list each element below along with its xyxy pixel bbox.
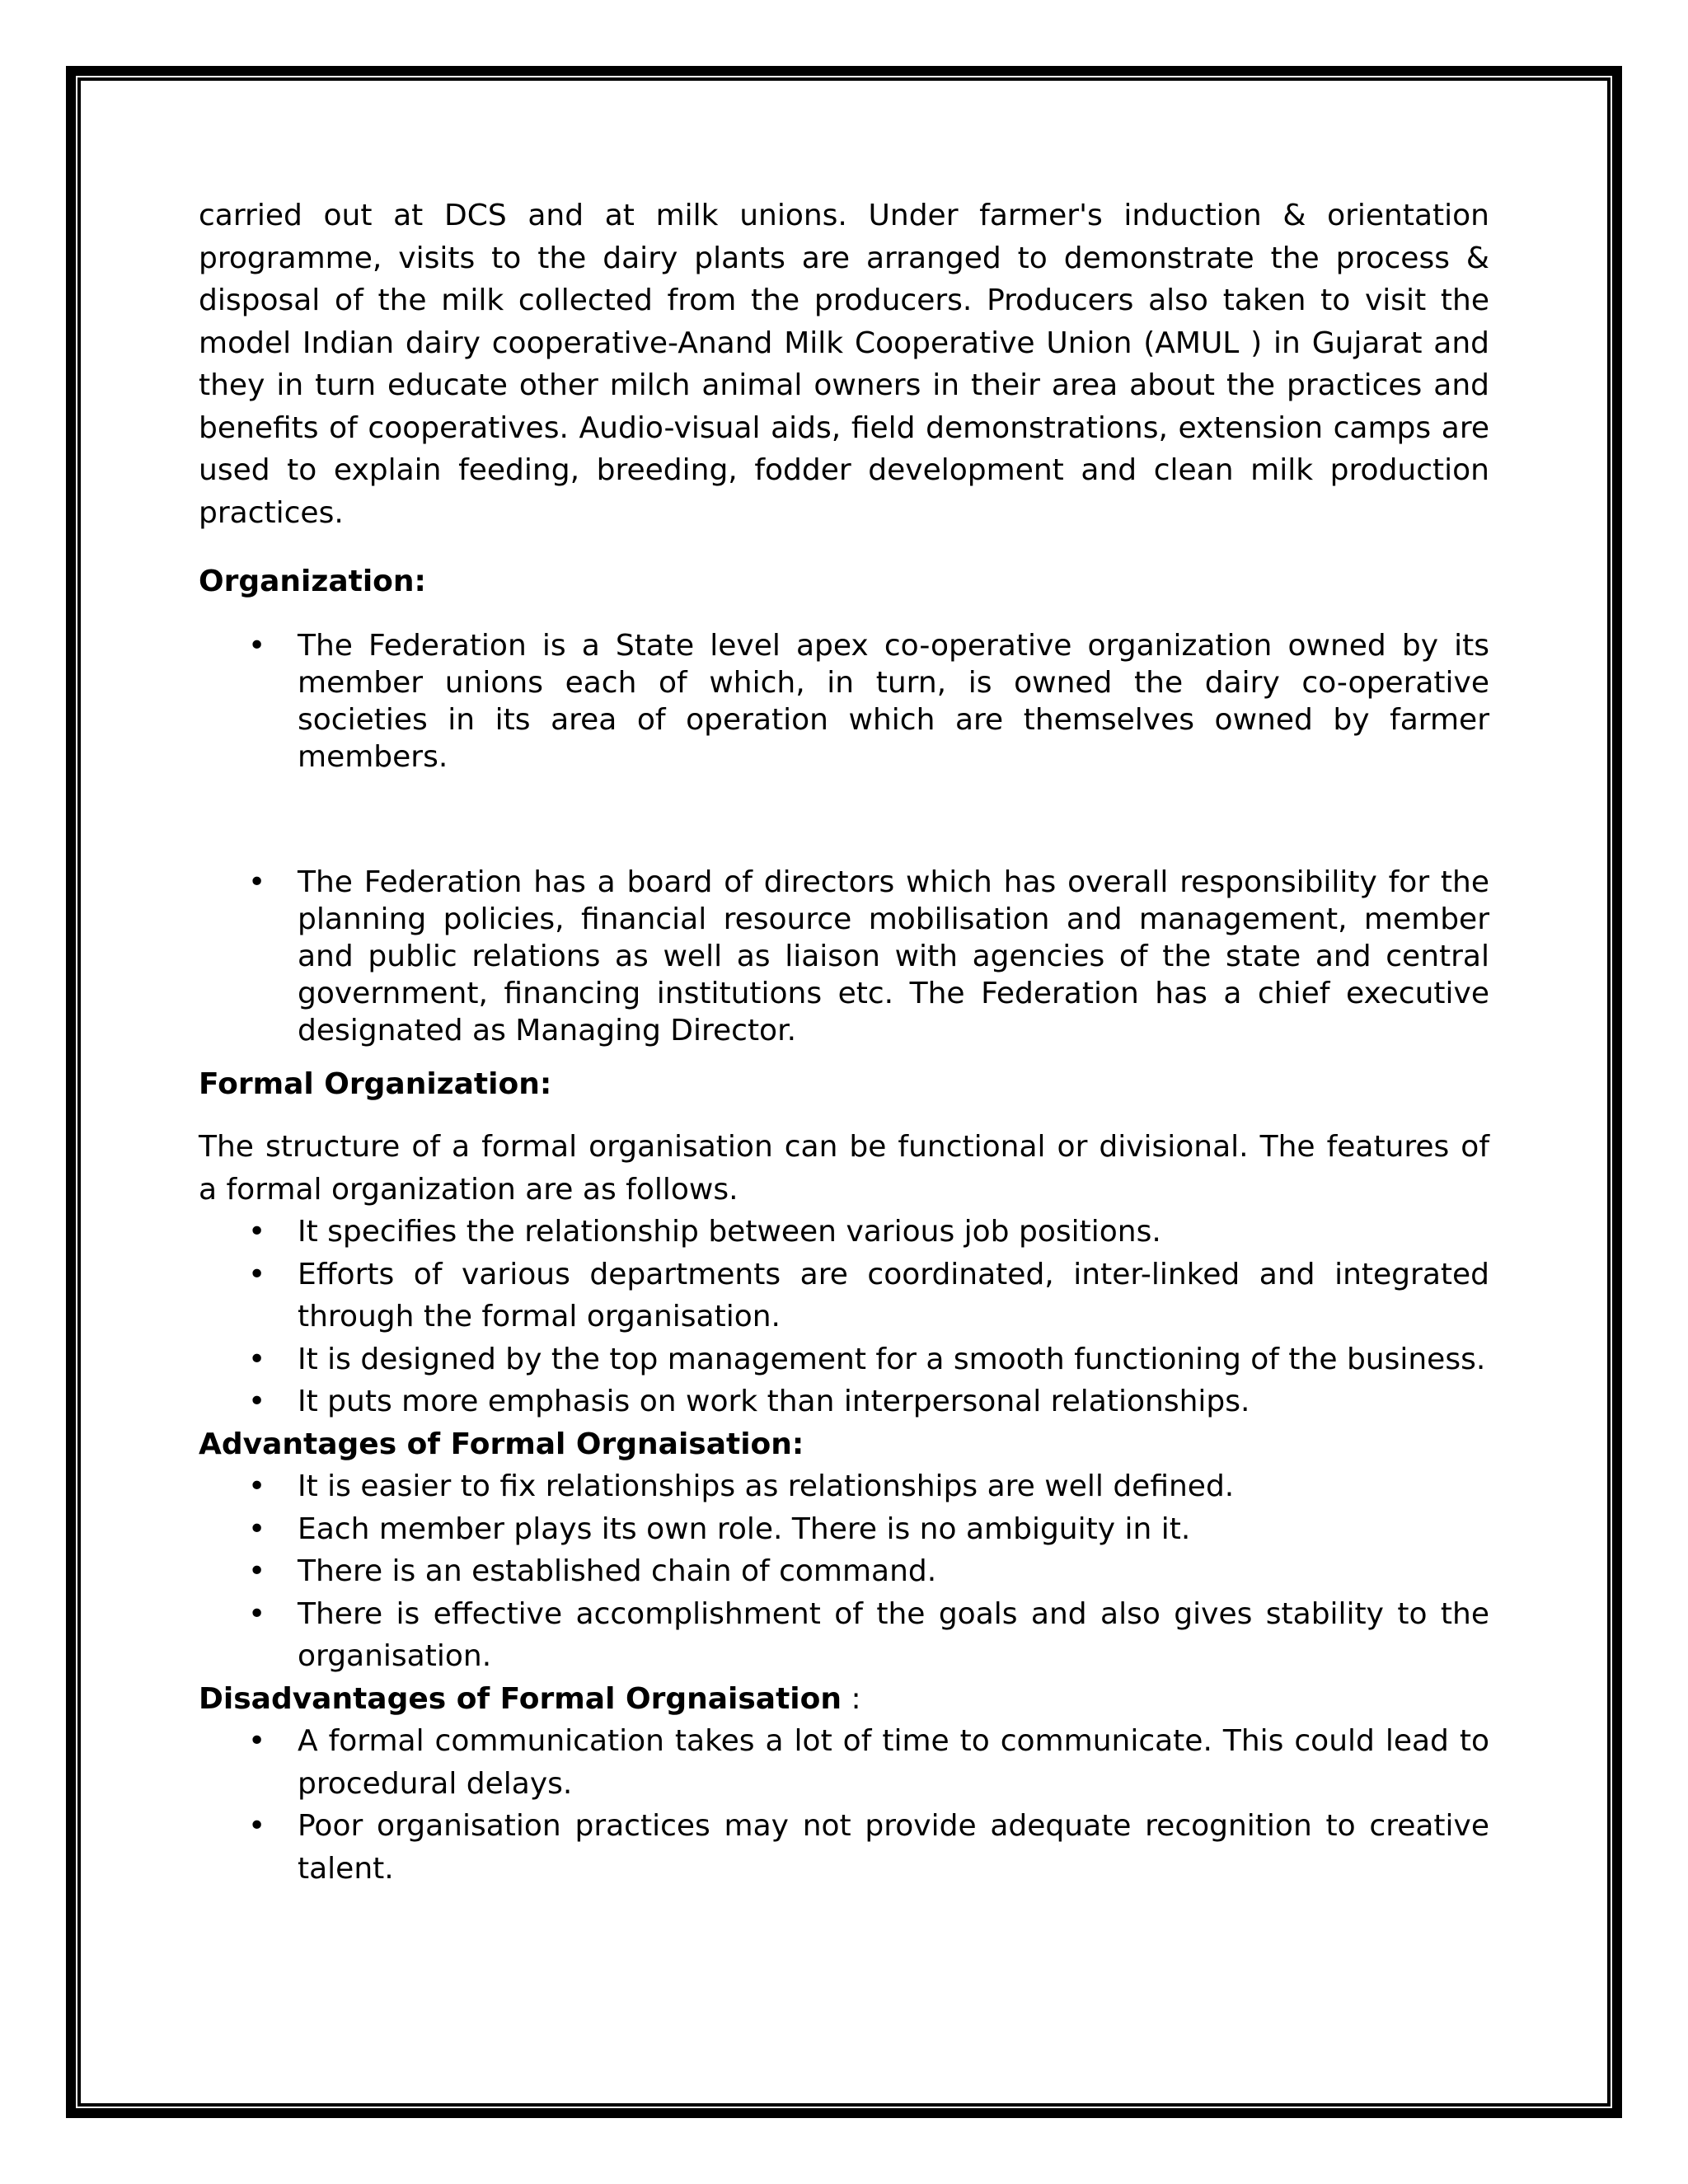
list-item <box>199 1508 1489 1551</box>
list-item-text: It puts more emphasis on work than interpersonal relationships. <box>298 1385 1250 1418</box>
list-item <box>199 864 1489 1049</box>
list-item <box>199 1465 1489 1508</box>
bullet-icon: • <box>248 1342 266 1376</box>
bullet-icon: • <box>248 1385 266 1418</box>
list-item-text: Efforts of various departments are coordinated, inter-linked and integrated through the formal organisation. <box>298 1257 1489 1333</box>
list-item-text: The Federation is a State level apex co-operative organization owned by its member unions each of which, in turn, is owned the dairy co-operative societies in its area of operation which are themselves owned by farmer members. <box>298 628 1489 774</box>
bullet-icon: • <box>248 1554 266 1588</box>
list-item-text: Poor organisation practices may not provide adequate recognition to creative talent. <box>298 1809 1489 1886</box>
advantages-heading: Advantages of Formal Orgnaisation: <box>199 1427 804 1461</box>
organization-list <box>199 627 1489 1049</box>
formal-organization-intro: The structure of a formal organisation can be functional or divisional. The features of a formal organization are as follows. <box>199 1130 1489 1207</box>
bullet-icon: • <box>248 628 266 663</box>
bullet-icon: • <box>248 1596 266 1631</box>
list-item <box>199 1550 1489 1593</box>
bullet-icon: • <box>248 1511 266 1546</box>
list-item-text: It is easier to fix relationships as relationships are well defined. <box>298 1469 1235 1503</box>
list-item-text: There is effective accomplishment of the goals and also gives stability to the organisation. <box>298 1596 1489 1673</box>
bullet-icon: • <box>248 1809 266 1843</box>
list-item-text: A formal communication takes a lot of time to communicate. This could lead to procedural delays. <box>298 1724 1489 1801</box>
list-item <box>199 627 1489 776</box>
bullet-icon: • <box>248 865 266 899</box>
disadvantages-heading-line <box>199 1678 1489 1721</box>
bullet-icon: • <box>248 1724 266 1758</box>
list-item <box>199 1805 1489 1890</box>
list-item <box>199 1380 1489 1423</box>
bullet-icon: • <box>248 1469 266 1503</box>
list-item <box>199 1720 1489 1805</box>
document-body <box>199 194 1489 1890</box>
disadvantages-heading: Disadvantages of Formal Orgnaisation <box>199 1681 842 1716</box>
bullet-icon: • <box>248 1215 266 1249</box>
list-item <box>199 1338 1489 1381</box>
list-item-text: It is designed by the top management for a smooth functioning of the business. <box>298 1342 1486 1376</box>
list-item <box>199 1211 1489 1254</box>
list-item-text: Each member plays its own role. There is no ambiguity in it. <box>298 1511 1191 1546</box>
organization-heading: Organization: <box>199 565 426 598</box>
bullet-icon: • <box>248 1257 266 1291</box>
intro-paragraph: carried out at DCS and at milk unions. Under farmer's induction & orientation programme, visits to the dairy plants are arranged to demonstrate the process & disposal of the milk collected from the producers. Producers also taken to visit the model Indian dairy cooperative-Anand Milk Cooperative Union (AMUL ) in Gujarat and they in turn educate other milch animal owners in their area about the practices and benefits of cooperatives. Audio-visual aids, field demonstrations, extension camps are used to explain feeding, breeding, fodder development and clean milk production practices. <box>199 199 1489 530</box>
list-item <box>199 1254 1489 1338</box>
formal-organization-heading: Formal Organization: <box>199 1066 552 1101</box>
list-item-text: It specifies the relationship between various job positions. <box>298 1215 1161 1249</box>
list-item-text: The Federation has a board of directors which has overall responsibility for the planning policies, financial resource mobilisation and management, member and public relations as well as liaison with agencies of the state and central government, financing institutions etc. The Federation has a chief executive designated as Managing Director. <box>298 865 1489 1047</box>
formal-organization-features-list <box>199 1211 1489 1423</box>
disadvantages-heading-suffix: : <box>842 1681 861 1716</box>
advantages-list <box>199 1465 1489 1678</box>
disadvantages-list <box>199 1720 1489 1890</box>
list-item <box>199 1593 1489 1678</box>
list-item-text: There is an established chain of command. <box>298 1554 937 1588</box>
